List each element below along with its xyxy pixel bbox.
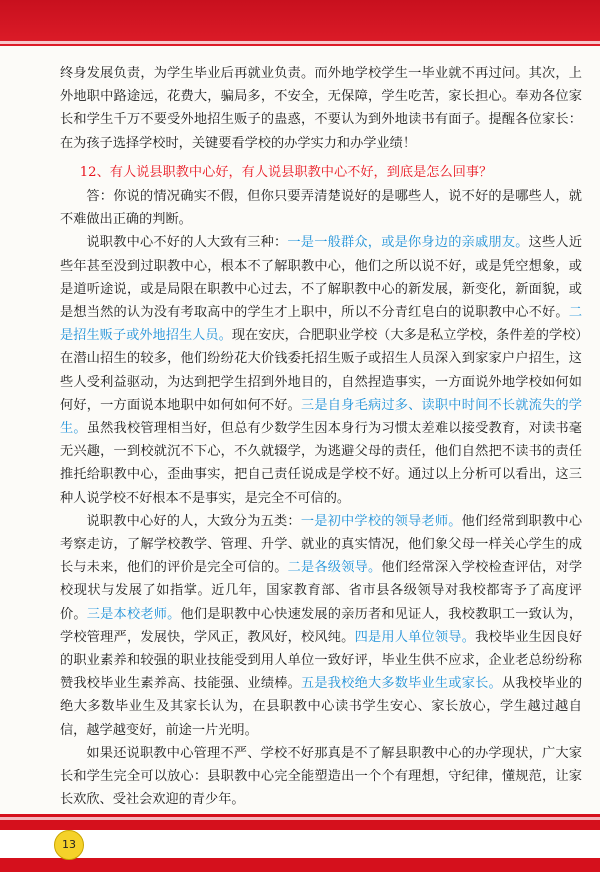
good-text-1: 他们经常到职教中心考察走访，了解学校教学、管理、升学、就业的真实情况，他们象父母一样关心学生的成长与未来，他们的评价是完全可信的。 bbox=[60, 513, 583, 576]
bad-type-1: 一是一般群众，或是你身边的亲戚朋友。 bbox=[287, 235, 529, 251]
paragraph-conclusion: 如果还说职教中心管理不严、学校不好那真是不了解县职教中心的办学现状，广大家长和学生完全可以放心：县职教中心完全能塑造出一个个有理想，守纪律，懂规范，让家长欢欣、受社会欢迎的青少年。 bbox=[60, 745, 582, 808]
footer-white-strip bbox=[0, 830, 600, 858]
top-decorative-band bbox=[0, 0, 600, 46]
bad-type-3: 三是自身毛病过多、读职中时间不长就流失的学生。 bbox=[60, 397, 582, 437]
article-body bbox=[60, 62, 582, 812]
good-text-4: 我校毕业生因良好的职业素养和较强的职业技能受到用人单位一致好评，毕业生供不应求，企业老总纷纷称赞我校毕业生素养高、技能强、业绩棒。 bbox=[60, 629, 583, 692]
good-type-5: 五是我校绝大多数毕业生或家长。 bbox=[301, 676, 502, 692]
good-text-5: 从我校毕业的绝大多数毕业生及其家长认为，在县职教中心读书学生安心、家长放心，学生越过越自信，越学越变好，前途一片光明。 bbox=[60, 676, 583, 738]
good-type-1: 一是初中学校的领导老师。 bbox=[300, 513, 462, 529]
bad-type-2: 二是招生贩子或外地招生人员。 bbox=[60, 305, 582, 344]
question-title: 12、有人说县职教中心好，有人说县职教中心不好，到底是怎么回事？ bbox=[79, 164, 493, 180]
good-type-3: 三是本校老师。 bbox=[86, 606, 181, 622]
bad-text-1: 这些人近些年甚至没到过职教中心，根本不了解职教中心，他们之所以说不好，或是凭空想象，或是道听途说，或是局限在职教中心过去，不了解职教中心的新发展，新变化，新面貌，或是想当然的认为没有考取高中的学生才上职中，所以不分青红皂白的说职教中心不好。 bbox=[60, 235, 583, 321]
good-type-4: 四是用人单位领导。 bbox=[354, 629, 476, 645]
good-type-2: 二是各级领导。 bbox=[287, 560, 382, 576]
bad-text-2: 现在安庆，合肥职业学校（大多是私立学校，条件差的学校）在潜山招生的较多，他们纷纷花大价钱委托招生贩子或招生人员深入到家家户户招生，这些人受利益驱动，为达到把学生招到外地目的，自然捏造事实，一方面说外地学校如何如何好，一方面说本地职中如何如何不好。 bbox=[60, 328, 583, 413]
paragraph-good-opinions bbox=[60, 510, 582, 742]
good-text-2: 他们经常深入学校检查评估，对学校现状与发展了如指掌。近几年，国家教育部、省市县各级领导对我校都寄予了高度评价。 bbox=[60, 560, 583, 622]
bad-intro: 说职教中心不好的人大致有三种： bbox=[86, 235, 288, 251]
page-number: 13 bbox=[54, 830, 84, 860]
bottom-decorative-band bbox=[0, 814, 600, 872]
bad-text-3: 虽然我校管理相当好，但总有少数学生因本身行为习惯太差难以接受教育，对读书毫无兴趣，一到校就沉不下心，不久就辍学，为逃避父母的责任，他们自然把不读书的责任推托给职教中心，歪曲事实，把自己责任说成是学校不好。通过以上分析可以看出，这三种人说学校不好根本不是事实，是完全不可信的。 bbox=[60, 421, 582, 506]
paragraph-continued: 终身发展负责，为学生毕业后再就业负责。而外地学校学生一毕业就不再过问。其次，上外地职中路途远，花费大，骗局多，不安全，无保障，学生吃苦，家长担心。奉劝各位家长和学生千万不要受外地招生贩子的蛊惑，不要认为到外地读书有面子。提醒各位家长：在为孩子选择学校时，关键要看学校的办学实力和办学业绩！ bbox=[60, 66, 582, 151]
answer-paragraph: 答：你说的情况确实不假，但你只要弄清楚说好的是哪些人，说不好的是哪些人，就不难做出正确的判断。 bbox=[60, 189, 582, 228]
good-text-3: 他们是职教中心快速发展的亲历者和见证人，我校教职工一致认为，学校管理严，发展快，学风正，教风好，校风纯。 bbox=[60, 606, 583, 645]
good-intro: 说职教中心好的人，大致分为五类： bbox=[86, 513, 301, 529]
paragraph-bad-opinions bbox=[60, 231, 582, 509]
